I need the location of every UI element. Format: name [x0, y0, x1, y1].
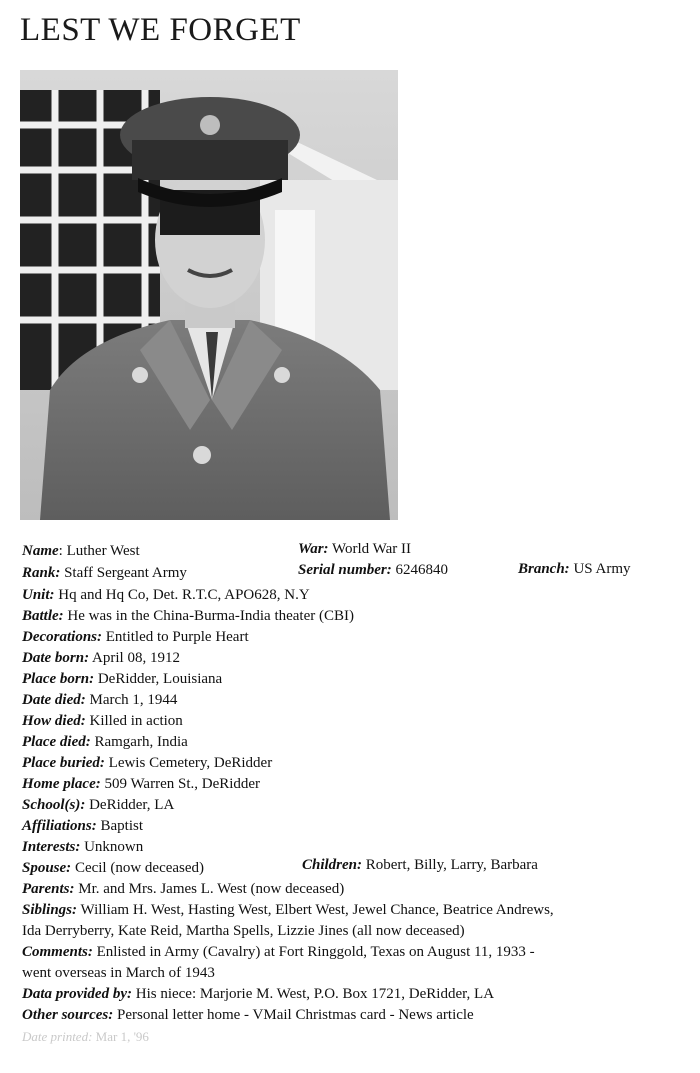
page-title: LEST WE FORGET: [20, 12, 301, 48]
soldier-portrait-photo: [20, 70, 398, 520]
record-fields: [0, 538, 700, 1058]
field-rank: Rank: Staff Sergeant Army: [22, 565, 187, 581]
field-date-born: Date born: April 08, 1912: [22, 650, 180, 666]
field-home-place: Home place: 509 Warren St., DeRidder: [22, 776, 261, 792]
field-how-died: How died: Killed in action: [22, 713, 183, 729]
field-place-born: Place born: DeRidder, Louisiana: [22, 671, 223, 687]
field-schools: School(s): DeRidder, LA: [22, 797, 175, 813]
field-children: Children: Robert, Billy, Larry, Barbara: [302, 857, 538, 873]
field-comments: Comments: Enlisted in Army (Cavalry) at Fort Ringgold, Texas on August 11, 1933 -: [22, 944, 535, 960]
field-name: Name: Luther West: [22, 543, 140, 559]
field-affiliations: Affiliations: Baptist: [22, 818, 144, 834]
field-comments-cont: went overseas in March of 1943: [22, 965, 215, 981]
field-date-printed: Date printed: Mar 1, '96: [22, 1029, 149, 1044]
field-war: War: World War II: [298, 541, 411, 557]
field-branch: Branch: US Army: [518, 561, 631, 577]
field-siblings-cont: Ida Derryberry, Kate Reid, Martha Spells, Lizzie Jines (all now deceased): [22, 923, 465, 939]
field-battle: Battle: He was in the China-Burma-India theater (CBI): [22, 608, 354, 624]
field-data-provided-by: Data provided by: His niece: Marjorie M. West, P.O. Box 1721, DeRidder, LA: [22, 986, 495, 1002]
soldier-portrait-icon: [20, 70, 398, 520]
field-spouse: Spouse: Cecil (now deceased): [22, 860, 205, 876]
field-place-buried: Place buried: Lewis Cemetery, DeRidder: [22, 755, 273, 771]
field-interests: Interests: Unknown: [22, 839, 144, 855]
field-other-sources: Other sources: Personal letter home - VMail Christmas card - News article: [22, 1007, 474, 1023]
field-decorations: Decorations: Entitled to Purple Heart: [22, 629, 249, 645]
field-siblings: Siblings: William H. West, Hasting West, Elbert West, Jewel Chance, Beatrice Andrews,: [22, 902, 554, 918]
field-parents: Parents: Mr. and Mrs. James L. West (now deceased): [22, 881, 345, 897]
field-date-died: Date died: March 1, 1944: [22, 692, 178, 708]
field-unit: Unit: Hq and Hq Co, Det. R.T.C, APO628, N.Y: [22, 587, 310, 603]
field-serial-number: Serial number: 6246840: [298, 562, 449, 578]
field-place-died: Place died: Ramgarh, India: [22, 734, 188, 750]
